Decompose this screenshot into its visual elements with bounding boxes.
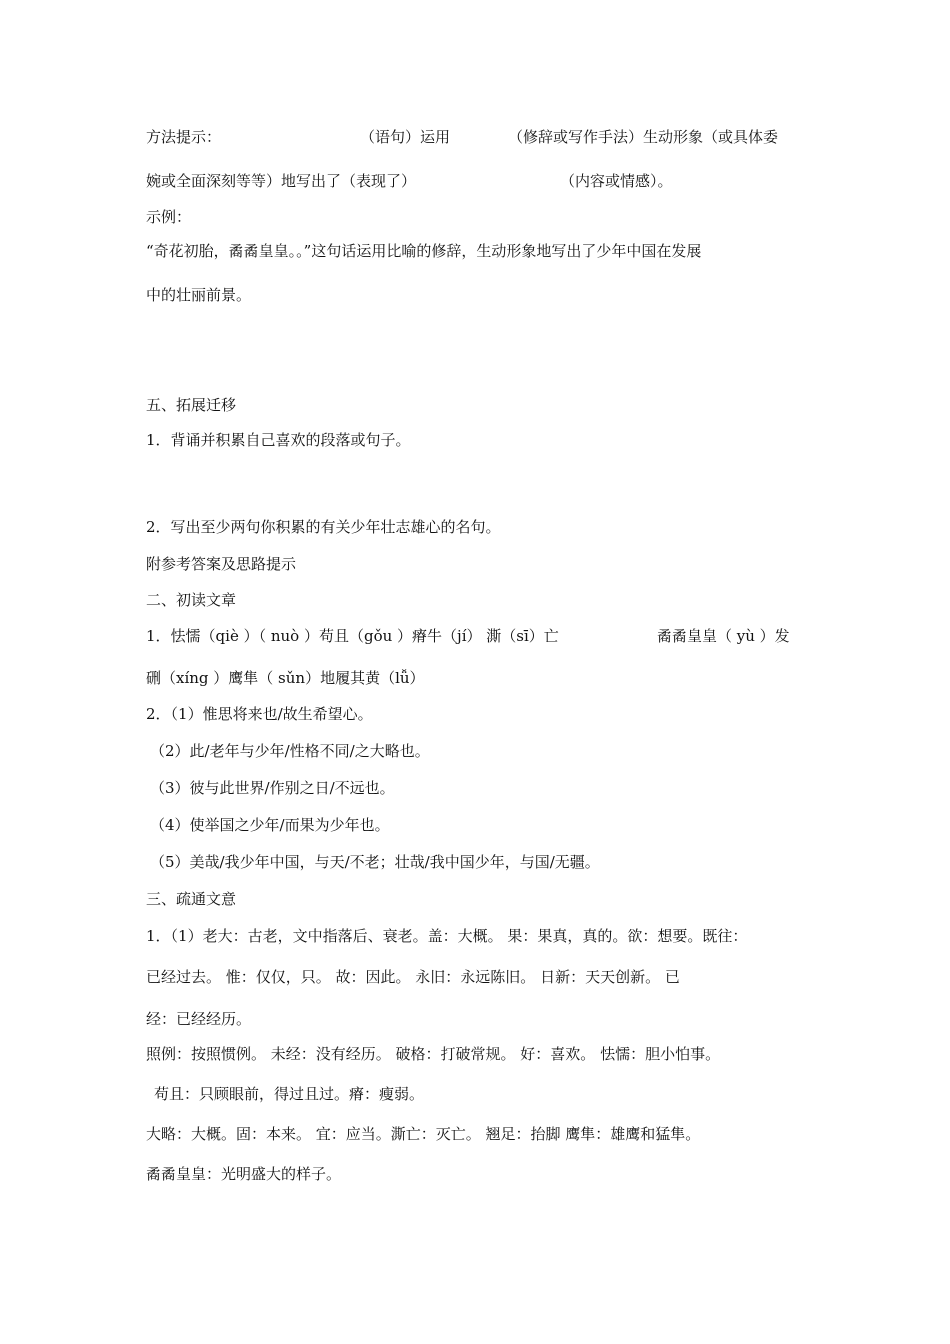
section-3-line-6: 大略：大概。固：本来。 宜：应当。澌亡：灭亡。 翘足：抬脚 鹰隼：雄鹰和猛隼。: [146, 1125, 701, 1143]
section-3-title: 三、疏通文意: [146, 890, 237, 908]
section-2-title: 二、初读文章: [146, 591, 237, 609]
section-5-question-1: 1．背诵并积累自己喜欢的段落或句子。: [146, 431, 411, 449]
section-2-line-6: （4）使举国之少年/而果为少年也。: [150, 816, 390, 834]
section-2-line-3: 2．（1）惟思将来也/故生希望心。: [146, 705, 373, 723]
section-3-line-4: 照例：按照惯例。 未经：没有经历。 破格：打破常规。 好：喜欢。 怯懦：胆小怕事。: [146, 1045, 721, 1063]
method-part-2: （修辞或写作手法）生动形象（或具体委: [508, 128, 779, 146]
section-2-line-4: （2）此/老年与少年/性格不同/之大略也。: [150, 742, 430, 760]
method-part-3: 婉或全面深刻等等）地写出了（表现了）: [146, 172, 417, 190]
section-2-line-1b: 矞矞皇皇（ yù ）发: [657, 627, 790, 645]
section-5-question-2: 2．写出至少两句你积累的有关少年壮志雄心的名句。: [146, 518, 501, 536]
section-2-line-2: 硎（xíng ）鹰隼（ sǔn）地履其黄（lǚ）: [146, 669, 425, 687]
example-label: 示例：: [146, 208, 192, 226]
section-2-line-5: （3）彼与此世界/作别之日/不远也。: [150, 779, 395, 797]
method-part-1: （语句）运用: [360, 128, 451, 146]
answers-title: 附参考答案及思路提示: [146, 555, 297, 573]
section-3-line-5: 苟且：只顾眼前，得过且过。瘠：瘦弱。: [154, 1085, 425, 1103]
example-line-1: “奇花初胎，矞矞皇皇。。”这句话运用比喻的修辞，生动形象地写出了少年中国在发展: [146, 242, 702, 260]
method-label: 方法提示：: [146, 128, 222, 146]
section-3-line-3: 经：已经经历。: [146, 1010, 252, 1028]
section-2-line-1a: 1．怯懦（qiè ）（ nuò ）苟且（gǒu ）瘠牛（jí） 澌（sī）亡: [146, 627, 559, 645]
section-5-title: 五、拓展迁移: [146, 396, 237, 414]
section-3-line-1: 1．（1）老大：古老，文中指落后、衰老。盖：大概。 果：果真，真的。欲：想要。既往：: [146, 927, 748, 945]
example-line-2: 中的壮丽前景。: [146, 286, 252, 304]
section-2-line-7: （5）美哉/我少年中国，与天/不老；壮哉/我中国少年，与国/无疆。: [150, 853, 600, 871]
method-part-4: （内容或情感）。: [560, 172, 673, 190]
section-3-line-7: 矞矞皇皇：光明盛大的样子。: [146, 1165, 342, 1183]
section-3-line-2: 已经过去。 惟：仅仅，只。 故：因此。 永旧：永远陈旧。 日新：天天创新。 已: [146, 968, 680, 986]
